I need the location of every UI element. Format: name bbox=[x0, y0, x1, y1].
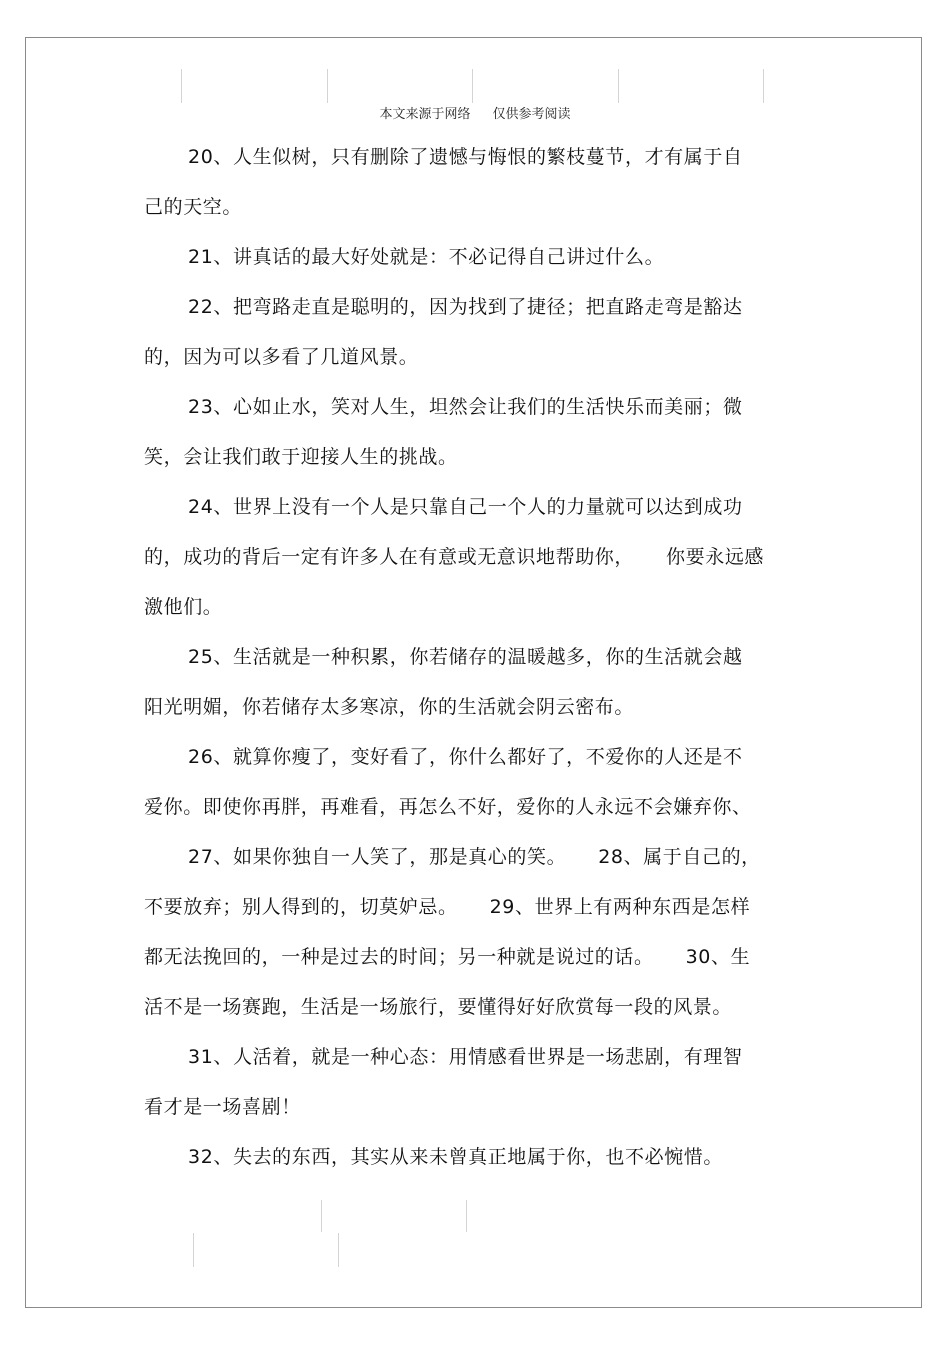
top-rule-4 bbox=[618, 69, 619, 103]
bottom-rule-4 bbox=[338, 1233, 339, 1267]
top-rule-3 bbox=[472, 69, 473, 103]
text-segment: 你要永远感 bbox=[666, 546, 765, 568]
text-line: 活不是一场赛跑，生活是一场旅行，要懂得好好欣赏每一段的风景。 bbox=[144, 996, 733, 1018]
text-line: 激他们。 bbox=[144, 596, 223, 618]
text-line: 23、心如止水，笑对人生，坦然会让我们的生活快乐而美丽；微 bbox=[188, 396, 743, 418]
text-segment: 29、世界上有两种东西是怎样 bbox=[489, 896, 751, 918]
top-rule-2 bbox=[327, 69, 328, 103]
text-line: 看才是一场喜剧！ bbox=[144, 1096, 301, 1118]
text-line bbox=[144, 832, 804, 882]
text-segment: 28、属于自己的， bbox=[598, 846, 761, 868]
text-segment: 的，成功的背后一定有许多人在有意或无意识地帮助你， bbox=[144, 546, 635, 568]
text-line: 的，因为可以多看了几道风景。 bbox=[144, 346, 419, 368]
bottom-rule-1 bbox=[321, 1200, 322, 1232]
text-line: 25、生活就是一种积累，你若储存的温暖越多，你的生活就会越 bbox=[188, 646, 743, 668]
text-line bbox=[144, 882, 804, 932]
document-body bbox=[144, 132, 804, 1182]
page-header bbox=[0, 103, 950, 122]
source-note: 本文来源于网络 bbox=[379, 107, 471, 122]
text-line bbox=[144, 532, 804, 582]
top-rule-5 bbox=[763, 69, 764, 103]
text-line: 31、人活着，就是一种心态：用情感看世界是一场悲剧，有理智 bbox=[188, 1046, 743, 1068]
text-segment: 27、如果你独自一人笑了，那是真心的笑。 bbox=[188, 846, 567, 868]
text-line: 爱你。即使你再胖，再难看，再怎么不好，爱你的人永远不会嫌弃你、 bbox=[144, 796, 752, 818]
text-line: 24、世界上没有一个人是只靠自己一个人的力量就可以达到成功 bbox=[188, 496, 743, 518]
text-line: 己的天空。 bbox=[144, 196, 243, 218]
text-line: 26、就算你瘦了，变好看了，你什么都好了，不爱你的人还是不 bbox=[188, 746, 743, 768]
reading-note: 仅供参考阅读 bbox=[492, 107, 571, 122]
text-line: 阳光明媚，你若储存太多寒凉，你的生活就会阴云密布。 bbox=[144, 696, 635, 718]
text-line bbox=[144, 932, 804, 982]
text-segment: 都无法挽回的，一种是过去的时间；另一种就是说过的话。 bbox=[144, 946, 654, 968]
text-line: 21、讲真话的最大好处就是：不必记得自己讲过什么。 bbox=[188, 246, 665, 268]
text-line: 32、失去的东西，其实从来未曾真正地属于你，也不必惋惜。 bbox=[188, 1146, 723, 1168]
text-segment: 不要放弃；别人得到的，切莫妒忌。 bbox=[144, 896, 458, 918]
bottom-rule-2 bbox=[466, 1200, 467, 1232]
text-line: 20、人生似树，只有删除了遗憾与悔恨的繁枝蔓节，才有属于自 bbox=[188, 146, 743, 168]
bottom-rule-3 bbox=[193, 1233, 194, 1267]
top-rule-1 bbox=[181, 69, 182, 103]
text-line: 笑，会让我们敢于迎接人生的挑战。 bbox=[144, 446, 458, 468]
text-segment: 30、生 bbox=[685, 946, 751, 968]
text-line: 22、把弯路走直是聪明的，因为找到了捷径；把直路走弯是豁达 bbox=[188, 296, 743, 318]
